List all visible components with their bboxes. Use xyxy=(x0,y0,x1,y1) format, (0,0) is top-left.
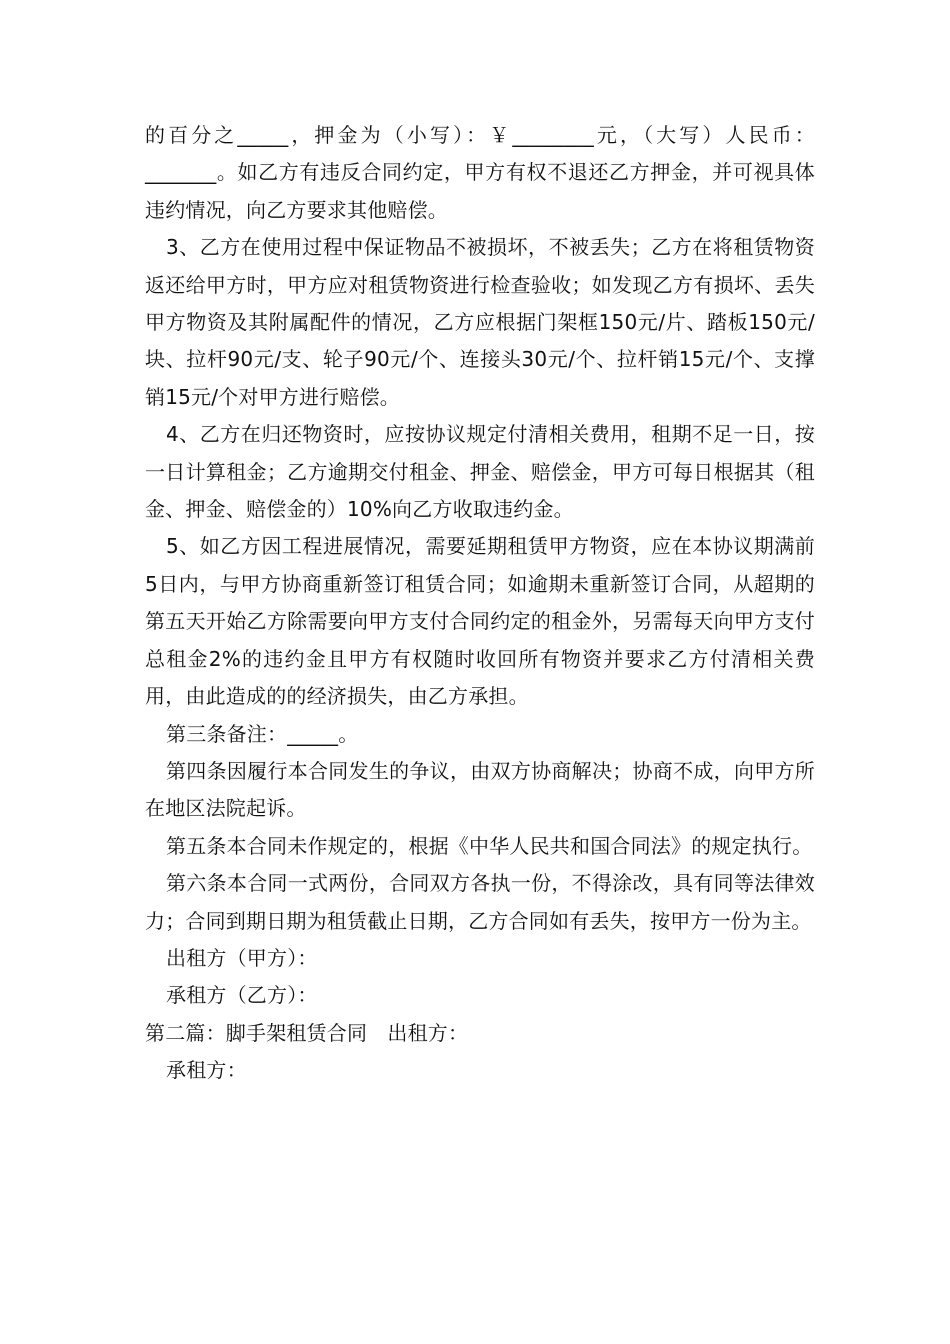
paragraph-article-4: 第四条因履行本合同发生的争议，由双方协商解决；协商不成，向甲方所在地区法院起诉。 xyxy=(145,758,815,821)
paragraph-article-6: 第六条本合同一式两份，合同双方各执一份，不得涂改，具有同等法律效力；合同到期日期为租赁截止日期，乙方合同如有丢失，按甲方一份为主。 xyxy=(145,871,815,933)
paragraph-clause-3: 3、乙方在使用过程中保证物品不被损坏，不被丢失；乙方在将租赁物资返还给甲方时，甲方应对租赁物资进行检查验收；如发现乙方有损坏、丢失甲方物资及其附属配件的情况，乙方应根据门架框150元/片、踏板150元/块、拉杆90元/支、轮子90元/个、连接头30元/个、拉杆销15元/个、支撑销15元/个对甲方进行赔偿。 xyxy=(145,235,815,409)
paragraph-lessor: 出租方（甲方）： xyxy=(166,945,318,970)
paragraph-lessee: 承租方（乙方）： xyxy=(166,983,318,1008)
paragraph-clause-4: 4、乙方在归还物资时，应按协议规定付清相关费用，租期不足一日，按一日计算租金；乙方逾期交付租金、押金、赔偿金，甲方可每日根据其（租金、押金、赔偿金的）10%向乙方收取违约金。 xyxy=(145,422,815,522)
paragraph-lessee-2: 承租方： xyxy=(166,1058,247,1083)
paragraph-article-5: 第五条本合同未作规定的，根据《中华人民共和国合同法》的规定执行。 xyxy=(166,833,813,858)
document-page xyxy=(145,117,815,1090)
paragraph-clause-5: 5、如乙方因工程进展情况，需要延期租赁甲方物资，应在本协议期满前5日内，与甲方协商重新签订租赁合同；如逾期未重新签订合同，从超期的第五天开始乙方除需要向甲方支付合同约定的租金外，另需每天向甲方支付总租金2%的违约金且甲方有权随时收回所有物资并要求乙方付清相关费用，由此造成的的经济损失，由乙方承担。 xyxy=(145,534,815,709)
paragraph-deposit: 的百分之_____，押金为（小写）：￥________元，（大写）人民币：_______。如乙方有违反合同约定，甲方有权不退还乙方押金，并可视具体违约情况，向乙方要求其他赔偿。 xyxy=(145,123,815,222)
paragraph-part-2-title: 第二篇：脚手架租赁合同 出租方： xyxy=(145,1020,469,1045)
paragraph-article-3: 第三条备注：_____。 xyxy=(166,721,359,746)
